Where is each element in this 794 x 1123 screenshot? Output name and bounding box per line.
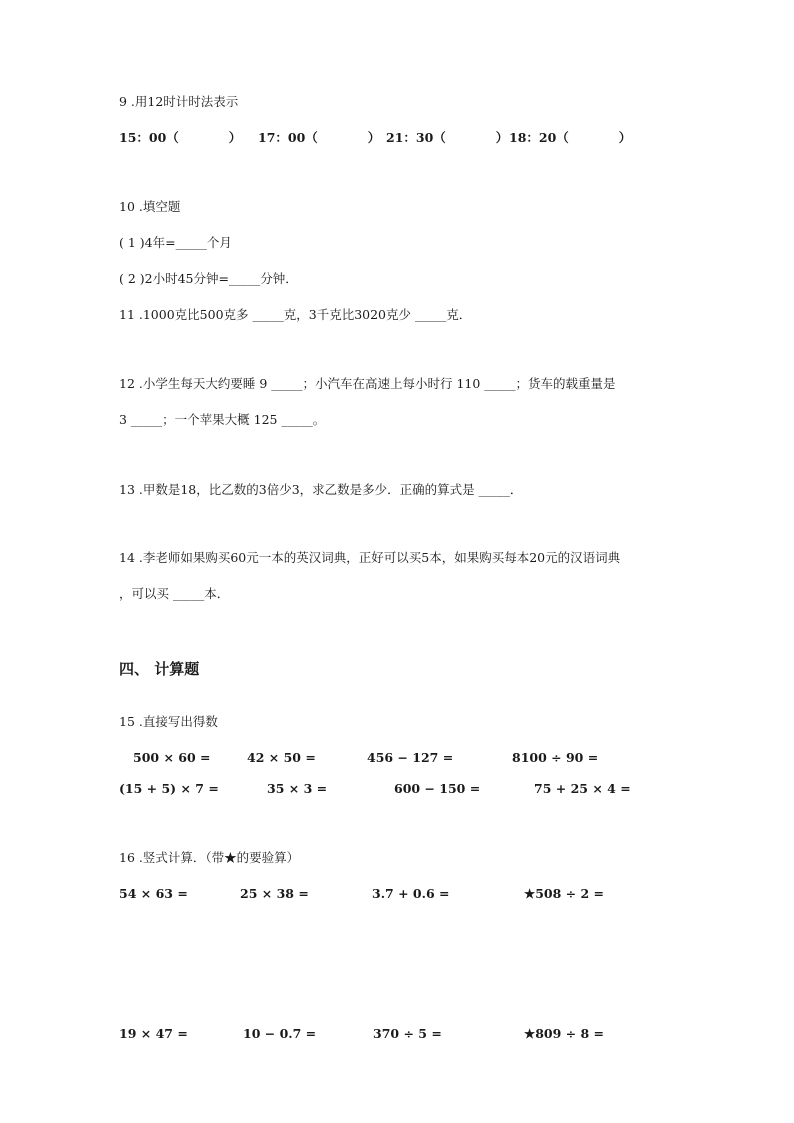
q12-line-1: 12 .小学生每天大约要睡 9 _____；小汽车在高速上每小时行 110 _____；货车的载重量是 — [119, 376, 616, 391]
q16-expr-7: 370 ÷ 5 = — [373, 1026, 442, 1041]
q16-expr-1: 54 × 63 = — [119, 886, 188, 901]
q16-expr-5: 19 × 47 = — [119, 1026, 188, 1041]
q10-line-2: ( 2 )2小时45分钟=_____分钟． — [119, 271, 298, 286]
q15-expr-2: 42 × 50 = — [247, 750, 316, 765]
q9-item-3: 21：30（ ） — [386, 130, 509, 145]
q11-line: 11 .1000克比500克多 _____克，3千克比3020克少 _____克． — [119, 307, 472, 322]
q16-expr-2: 25 × 38 = — [240, 886, 309, 901]
q16-title: 16 .竖式计算．（带★的要验算） — [119, 850, 300, 865]
q9-item-4: 18：20（ ） — [509, 130, 632, 145]
q12-line-2: 3 _____；一个苹果大概 125 _____。 — [119, 412, 326, 427]
q16-expr-8: ★809 ÷ 8 = — [524, 1026, 604, 1041]
q15-expr-8: 75 + 25 × 4 = — [534, 781, 631, 796]
q15-title: 15 .直接写出得数 — [119, 714, 218, 729]
q10-line-1: ( 1 )4年=_____个月 — [119, 235, 232, 250]
q13-line: 13 .甲数是18，比乙数的3倍少3，求乙数是多少．正确的算式是 _____． — [119, 482, 523, 497]
q15-expr-3: 456 − 127 = — [367, 750, 454, 765]
q15-expr-5: (15 + 5) × 7 = — [119, 781, 219, 796]
q16-expr-6: 10 − 0.7 = — [243, 1026, 317, 1041]
q15-expr-7: 600 − 150 = — [394, 781, 481, 796]
q16-expr-3: 3.7 + 0.6 = — [372, 886, 450, 901]
q9-item-1: 15：00（ ） — [119, 130, 242, 145]
q15-expr-1: 500 × 60 = — [133, 750, 211, 765]
q10-title: 10 .填空题 — [119, 199, 181, 214]
q14-line-1: 14 .李老师如果购买60元一本的英汉词典，正好可以买5本，如果购买每本20元的汉语词典 — [119, 550, 621, 565]
q15-expr-4: 8100 ÷ 90 = — [512, 750, 599, 765]
q9-item-2: 17：00（ ） — [258, 130, 381, 145]
q9-title: 9 .用12时计时法表示 — [119, 94, 239, 109]
q15-expr-6: 35 × 3 = — [267, 781, 328, 796]
section-heading: 四、 计算题 — [119, 660, 200, 678]
q16-expr-4: ★508 ÷ 2 = — [524, 886, 604, 901]
q14-line-2: ，可以买 _____本． — [119, 586, 230, 601]
